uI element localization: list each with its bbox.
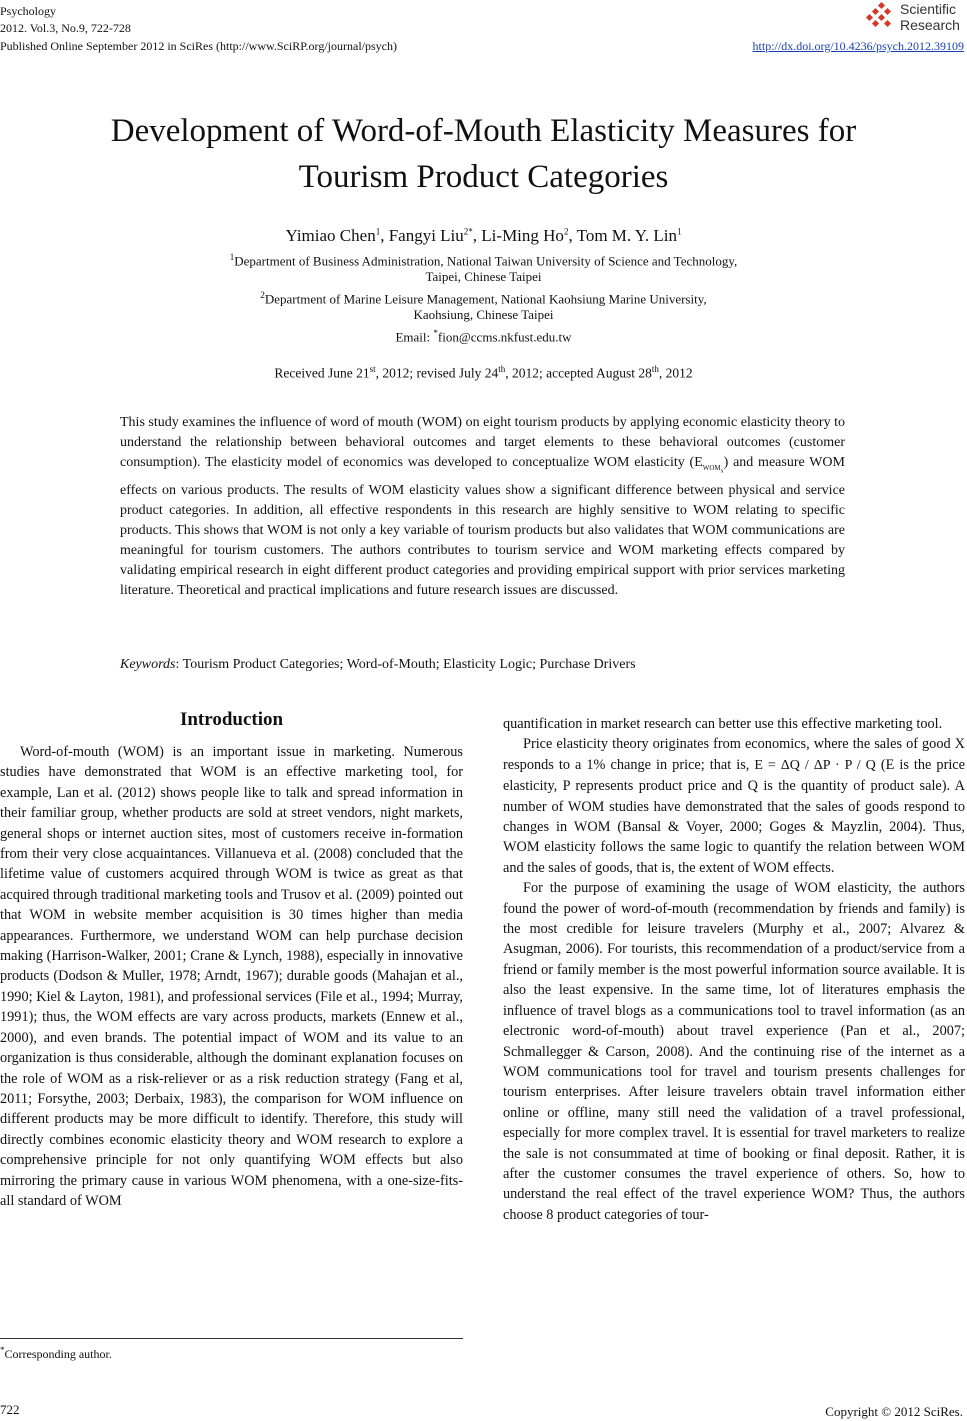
- ordinal-sup: th: [498, 364, 506, 374]
- affiliation-2-line-2: Kaohsiung, Chinese Taipei: [413, 307, 554, 322]
- author: Tom M. Y. Lin: [576, 226, 677, 245]
- author: Fangyi Liu: [388, 226, 464, 245]
- section-heading-introduction: Introduction: [179, 709, 284, 730]
- author: Yimiao Chen: [285, 226, 376, 245]
- author-separator: ,: [568, 226, 577, 245]
- abstract: [120, 413, 845, 601]
- symbol-subsub: x: [720, 468, 724, 475]
- email-label: Email:: [395, 329, 434, 345]
- price-elasticity-text: Price elasticity theory originates from economics, where the sales of good X responds to a 1% change in price; that is,: [503, 736, 965, 773]
- abstract-text-1: This study examines the influence of word of mouth (WOM) on eight tourism products by applying economic elasticity theory to understand the relationship between behavioral outcomes and target elements to these behavioral outcomes (customer consumption). The elasticity model of economics was developed to conceptualize WOM elasticity (: [120, 415, 845, 470]
- accepted-text: , 2012; accepted August 28: [505, 365, 652, 381]
- logo-text-research: Research: [900, 17, 960, 33]
- author-affil-sup: 1: [677, 226, 682, 237]
- footnote-text: Corresponding author.: [4, 1347, 112, 1361]
- price-elasticity-paragraph: [503, 734, 965, 878]
- affil-text: Department of Marine Leisure Management, National Kaohsiung Marine University,: [264, 291, 707, 307]
- title-line-1: Development of Word-of-Mouth Elasticity Measures for: [110, 113, 857, 149]
- affil-sup: 1: [229, 252, 235, 262]
- keywords: [120, 657, 845, 673]
- revised-text: , 2012; revised July 24: [375, 365, 499, 381]
- footnote-sup: *: [0, 1345, 5, 1355]
- author-affil-sup: 1: [375, 226, 381, 237]
- author-list: [0, 226, 967, 246]
- right-column: [503, 714, 965, 1225]
- intro-paragraph-1: Word-of-mouth (WOM) is an important issue in marketing. Numerous studies have demonstrated that WOM is an effective marketing tool, for example, Lan et al. (2012) shows people like to talk and spread information in their familiar group, whether products are sold at street vendors, night markets, general shops or internet auction sites, most of customers receive in-formation from their very close acquaintances. Villanueva et al. (2008) concluded that the lifetime value of customers acquired through WOM is twice as great as that acquired through traditional marketing tools and Trusov et al. (2009) pointed out that WOM in website member acquisition is 30 times higher than media appearances. Furthermore, we understand WOM can help purchase decision making (Harrison-Walker, 2001; Crane & Lynch, 1988), especially in innovative products (Dodson & Muller, 1978; Arndt, 1967); durable goods (Mahajan et al., 1990; Kiel & Layton, 1981), and professional services (File et al., 1994; Murray, 1991); thus, the WOM effects are vary across products, markets (Ennew et al., 2000), and even brands. The potential impact of WOM and its value to an organization is thus considerable, although the dominant explanation focuses on the role of WOM as a risk-reliever or as a risk reduction strategy (Fang et al, 2011; Forsythe, 2003; Derbaix, 1983), the comparison for WOM influence on different products may be more difficult to identify. Therefore, this study will directly combines economic elasticity theory and WOM research to explore a comprehensive principle for not only quantifying WOM effects but also mirroring the primary cause in various WOM phenomena, with a one-size-fits-all standard of WOM: [0, 744, 463, 1209]
- footnote-divider: [0, 1338, 463, 1339]
- price-elasticity-equation: E = ΔQ / ΔP · P / Q: [754, 757, 876, 773]
- publication-info: Published Online September 2012 in SciRes (http://www.SciRP.org/journal/psych): [0, 39, 397, 53]
- affil-text: Department of Business Administration, National Taiwan University of Science and Technology,: [234, 253, 738, 269]
- ordinal-sup: st: [369, 364, 376, 374]
- author-separator: ,: [472, 226, 482, 245]
- journal-volume: 2012. Vol.3, No.9, 722-728: [0, 21, 131, 35]
- journal-name: Psychology: [0, 4, 57, 18]
- wom-elasticity-symbol: [694, 455, 724, 475]
- page-number: 722: [0, 1402, 20, 1417]
- symbol-sub: WOM: [702, 463, 721, 472]
- year-text: , 2012: [658, 365, 693, 381]
- left-column: [0, 742, 463, 1211]
- affil-sup: 2: [260, 290, 265, 300]
- wom-tourism-paragraph: For the purpose of examining the usage of WOM elasticity, the authors found the power of word-of-mouth (recommendation by friends and family) is the most credible for leisure travelers (Murphy et al., 2007; Alvarez & Asugman, 2006). For tourists, this recommendation of a product/service from a friend or family member is the most powerful information source available. It is also the least expensive. In the same time, lot of literatures emphasis the influence of travel blogs as a communications tool to travel information (as an electronic word-of-mouth) about travel experience (Pan et al., 2007; Schmallegger & Carson, 2008). And the continuing rise of the internet as a WOM communications tool for travel and tourism presents challenges for tourism enterprises. After leisure travelers obtain travel information either online or offline, many still need the validation of a travel professional, especially for more complex travel. It is essential for travel marketers to realize the sale is not consummated at time of booking or final deposit. Rather, it is after the customer consumes the travel experience of others. So, how to understand the real effect of the travel experience WOM? Thus, the authors choose 8 product categories of tour-: [503, 880, 965, 1223]
- footnote: [0, 1345, 112, 1362]
- received-dates: [0, 360, 967, 383]
- abstract-text-2: ) and measure WOM effects on various products. The results of WOM elasticity values show a significant difference between physical and service product categories. In addition, all effective respondents in this research are highly sensitive to WOM relating to specific products. This shows that WOM is not only a key variable of tourism products but also validates that WOM communications are meaningful for tourism customers. The authors contributes to tourism service and WOM marketing effects compared by validating empirical research in eight different product categories and providing empirical support with prior services marketing literature. Theoretical and practical implications and future research issues are discussed.: [120, 455, 845, 599]
- keywords-label: Keywords: [120, 657, 176, 672]
- email-address: fion@ccms.nkfust.edu.tw: [437, 329, 572, 345]
- author-separator: ,: [380, 226, 389, 245]
- author-affil-sup: 2: [563, 226, 569, 237]
- doi-link[interactable]: http://dx.doi.org/10.4236/psych.2012.39109: [752, 39, 964, 53]
- scientific-research-logo-icon: [866, 2, 896, 32]
- ordinal-sup: th: [651, 364, 659, 374]
- paper-title: [40, 108, 927, 200]
- email-sup: *: [433, 328, 438, 338]
- symbol-e: E: [694, 455, 703, 470]
- copyright: Copyright © 2012 SciRes.: [825, 1404, 963, 1419]
- affiliation-1-line-2: Taipei, Chinese Taipei: [425, 269, 542, 284]
- price-elasticity-text-2: (E is the price elasticity, P represents product price and Q is the quantity of product sale). A number of WOM studies have demonstrated that the sales of goods respond to changes in WOM (Bansal & Voyer, 2000; Goges & Mayzlin, 2004). Thus, WOM elasticity follows the same logic to quantify the relation between WOM and the sales of goods, that is, the extent of WOM effects.: [503, 756, 965, 876]
- author: Li-Ming Ho: [481, 226, 564, 245]
- keywords-list: : Tourism Product Categories; Word-of-Mouth; Elasticity Logic; Purchase Drivers: [175, 657, 636, 672]
- title-line-2: Tourism Product Categories: [298, 159, 669, 195]
- author-affil-sup: 2*: [463, 226, 473, 237]
- intro-paragraph-continued: quantification in market research can better use this effective marketing tool.: [503, 716, 943, 732]
- email-line: [0, 324, 967, 346]
- logo-text-scientific: Scientific: [900, 1, 957, 17]
- received-text: Received June 21: [274, 365, 370, 381]
